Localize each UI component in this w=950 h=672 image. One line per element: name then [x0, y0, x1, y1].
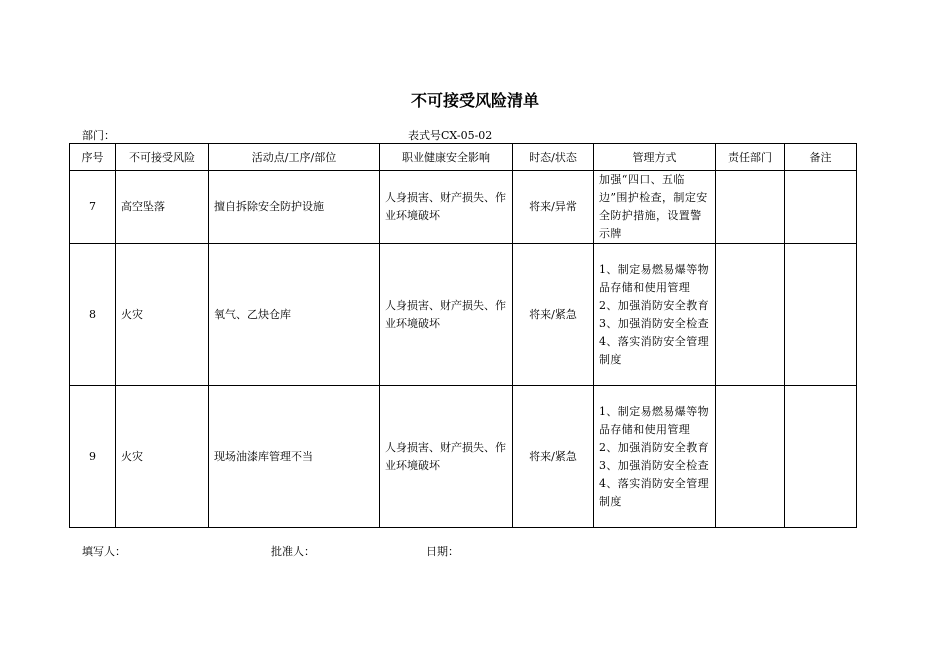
cell-activity: 现场油漆库管理不当	[209, 386, 380, 528]
cell-dept	[716, 386, 785, 528]
management-item: 4、落实消防安全管理制度	[599, 476, 709, 508]
column-header-management: 管理方式	[594, 144, 716, 171]
cell-state: 将来/紧急	[513, 244, 594, 386]
risk-table	[69, 143, 857, 528]
table-header-row	[70, 144, 857, 171]
cell-dept	[716, 244, 785, 386]
column-header-dept: 责任部门	[716, 144, 785, 171]
cell-management	[594, 386, 716, 528]
cell-state: 将来/紧急	[513, 386, 594, 528]
cell-no: 9	[70, 386, 116, 528]
cell-dept	[716, 171, 785, 244]
column-header-risk: 不可接受风险	[116, 144, 209, 171]
cell-no: 8	[70, 244, 116, 386]
cell-note	[785, 244, 857, 386]
date-label: 日期：	[426, 545, 459, 558]
cell-impact: 人身损害、财产损失、作业环境破坏	[380, 386, 513, 528]
form-number: 表式号CX-05-02	[408, 129, 493, 142]
cell-risk: 火灾	[116, 386, 209, 528]
cell-state: 将来/异常	[513, 171, 594, 244]
cell-risk: 火灾	[116, 244, 209, 386]
cell-no: 7	[70, 171, 116, 244]
cell-impact: 人身损害、财产损失、作业环境破坏	[380, 171, 513, 244]
management-item: 1、制定易燃易爆等物品存储和使用管理	[599, 262, 709, 294]
filler-label: 填写人：	[82, 545, 126, 558]
column-header-activity: 活动点/工序/部位	[209, 144, 380, 171]
cell-impact: 人身损害、财产损失、作业环境破坏	[380, 244, 513, 386]
cell-management	[594, 171, 716, 244]
page-title: 不可接受风险清单	[410, 91, 539, 110]
management-item: 3、加强消防安全检查	[599, 316, 709, 330]
management-item: 2、加强消防安全教育	[599, 298, 709, 312]
management-item: 2、加强消防安全教育	[599, 440, 709, 454]
column-header-impact: 职业健康安全影响	[380, 144, 513, 171]
cell-note	[785, 171, 857, 244]
table-row	[70, 171, 857, 244]
cell-note	[785, 386, 857, 528]
management-item: 1、制定易燃易爆等物品存储和使用管理	[599, 404, 709, 436]
table-row	[70, 244, 857, 386]
table-row	[70, 386, 857, 528]
cell-activity: 氧气、乙炔仓库	[209, 244, 380, 386]
column-header-note: 备注	[785, 144, 857, 171]
management-item: 加强“四口、五临边”围护检查，制定安全防护措施，设置警示牌	[599, 173, 708, 240]
approver-label: 批准人：	[271, 545, 315, 558]
management-item: 4、落实消防安全管理制度	[599, 334, 709, 366]
management-item: 3、加强消防安全检查	[599, 458, 709, 472]
cell-risk: 高空坠落	[116, 171, 209, 244]
department-label: 部门：	[82, 129, 115, 142]
cell-management	[594, 244, 716, 386]
column-header-no: 序号	[70, 144, 116, 171]
cell-activity: 擅自拆除安全防护设施	[209, 171, 380, 244]
column-header-state: 时态/状态	[513, 144, 594, 171]
